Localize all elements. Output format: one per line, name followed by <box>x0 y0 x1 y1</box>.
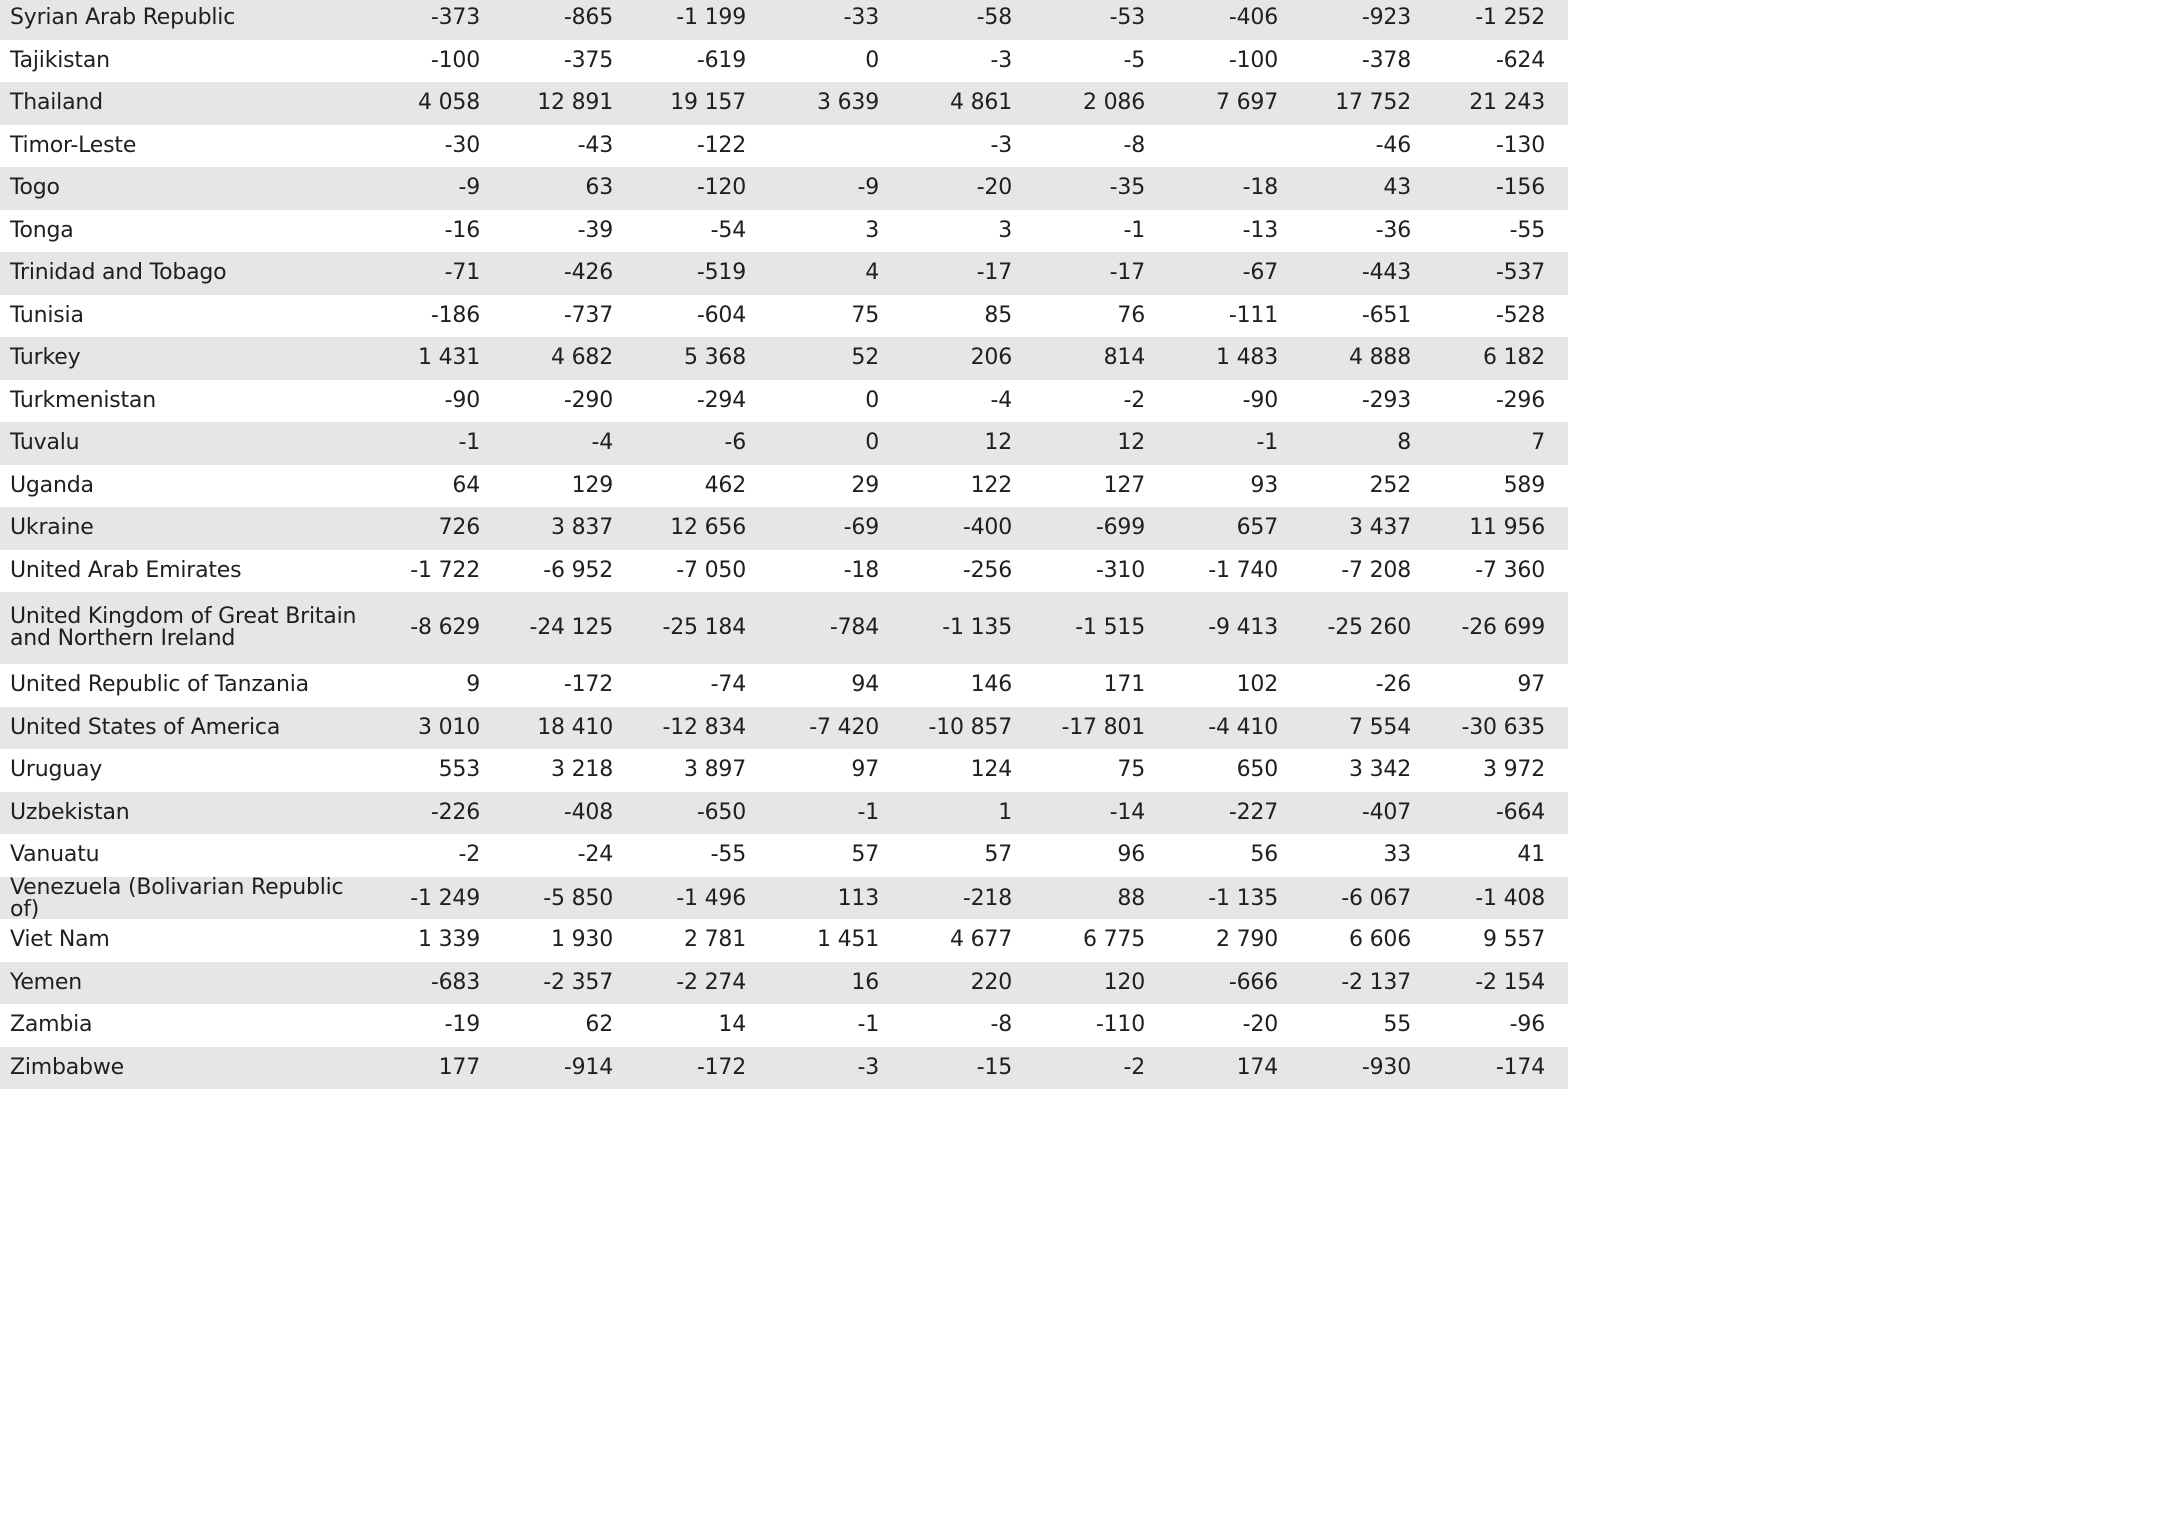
table-row <box>0 592 1568 664</box>
value-cell: 2 781 <box>684 927 746 953</box>
value-cell: -35 <box>1109 175 1145 201</box>
value-cell: -90 <box>444 387 480 413</box>
value-cell: -7 208 <box>1341 557 1411 583</box>
value-cell: -55 <box>1509 217 1545 243</box>
value-cell: -100 <box>1228 47 1278 73</box>
value-cell: 14 <box>718 1012 746 1038</box>
value-cell: 4 682 <box>551 345 613 371</box>
value-cell: 64 <box>452 472 480 498</box>
value-cell: -43 <box>577 132 613 158</box>
value-cell: -7 420 <box>809 714 879 740</box>
value-cell: -30 <box>444 132 480 158</box>
value-cell: 75 <box>851 302 879 328</box>
value-cell: -17 <box>976 260 1012 286</box>
value-cell: -15 <box>976 1054 1012 1080</box>
value-cell: -2 <box>1123 387 1145 413</box>
value-cell: -74 <box>710 672 746 698</box>
value-cell: -2 <box>458 842 480 868</box>
value-cell: -7 360 <box>1475 557 1545 583</box>
value-cell: 124 <box>970 757 1012 783</box>
value-cell: 171 <box>1103 672 1145 698</box>
value-cell: 174 <box>1236 1054 1278 1080</box>
value-cell: -1 135 <box>1208 885 1278 911</box>
value-cell: -408 <box>563 799 613 825</box>
value-cell: -1 722 <box>410 557 480 583</box>
value-cell: 1 431 <box>418 345 480 371</box>
value-cell: 57 <box>851 842 879 868</box>
value-cell: -130 <box>1495 132 1545 158</box>
value-cell: -71 <box>444 260 480 286</box>
value-cell: 3 972 <box>1483 757 1545 783</box>
value-cell: -784 <box>829 615 879 640</box>
value-cell: 33 <box>1383 842 1411 868</box>
value-cell: 1 <box>998 799 1012 825</box>
value-cell: -19 <box>444 1012 480 1038</box>
value-cell: -67 <box>1242 260 1278 286</box>
value-cell: -426 <box>563 260 613 286</box>
value-cell: -400 <box>962 515 1012 541</box>
value-cell: 8 <box>1397 430 1411 456</box>
country-name-cell: Tunisia <box>10 302 84 328</box>
value-cell: -1 <box>458 430 480 456</box>
value-cell: 206 <box>970 345 1012 371</box>
value-cell: 4 861 <box>950 90 1012 116</box>
value-cell: 18 410 <box>537 714 613 740</box>
value-cell: 6 775 <box>1083 927 1145 953</box>
value-cell: -4 <box>591 430 613 456</box>
value-cell: 3 437 <box>1349 515 1411 541</box>
value-cell: 3 897 <box>684 757 746 783</box>
value-cell: -373 <box>430 5 480 31</box>
value-cell: -1 515 <box>1075 615 1145 640</box>
value-cell: 3 010 <box>418 714 480 740</box>
value-cell: -172 <box>696 1054 746 1080</box>
value-cell: -407 <box>1361 799 1411 825</box>
value-cell: 56 <box>1250 842 1278 868</box>
value-cell: 6 182 <box>1483 345 1545 371</box>
value-cell: -3 <box>990 47 1012 73</box>
value-cell: -528 <box>1495 302 1545 328</box>
value-cell: 9 557 <box>1483 927 1545 953</box>
value-cell: -519 <box>696 260 746 286</box>
value-cell: -17 <box>1109 260 1145 286</box>
value-cell: -26 <box>1375 672 1411 698</box>
value-cell: 7 554 <box>1349 714 1411 740</box>
country-name-cell: United States of America <box>10 714 281 740</box>
country-name-cell: Turkmenistan <box>10 387 156 413</box>
value-cell: -5 <box>1123 47 1145 73</box>
value-cell: -256 <box>962 557 1012 583</box>
value-cell: -12 834 <box>662 714 746 740</box>
value-cell: -100 <box>430 47 480 73</box>
value-cell: 21 243 <box>1469 90 1545 116</box>
value-cell: -58 <box>976 5 1012 31</box>
value-cell: -406 <box>1228 5 1278 31</box>
value-cell: 12 656 <box>670 515 746 541</box>
value-cell: 220 <box>970 969 1012 995</box>
value-cell: -96 <box>1509 1012 1545 1038</box>
country-name-cell: Thailand <box>10 90 103 116</box>
value-cell: -186 <box>430 302 480 328</box>
country-name-cell: Syrian Arab Republic <box>10 5 236 31</box>
value-cell: 814 <box>1103 345 1145 371</box>
value-cell: 726 <box>438 515 480 541</box>
table-row <box>0 465 1568 508</box>
value-cell: -930 <box>1361 1054 1411 1080</box>
value-cell: 63 <box>585 175 613 201</box>
value-cell: -650 <box>696 799 746 825</box>
value-cell: 2 086 <box>1083 90 1145 116</box>
value-cell: -5 850 <box>543 885 613 911</box>
value-cell: 3 <box>998 217 1012 243</box>
table-row <box>0 82 1568 125</box>
value-cell: 43 <box>1383 175 1411 201</box>
country-name-cell: Tajikistan <box>10 47 110 73</box>
country-name-cell: Timor-Leste <box>10 132 137 158</box>
value-cell: 4 888 <box>1349 345 1411 371</box>
value-cell: 3 218 <box>551 757 613 783</box>
value-cell: -24 125 <box>529 615 613 640</box>
value-cell: -923 <box>1361 5 1411 31</box>
country-name-cell: Tonga <box>10 217 74 243</box>
value-cell: -6 952 <box>543 557 613 583</box>
value-cell: -443 <box>1361 260 1411 286</box>
table-row <box>0 1004 1568 1047</box>
value-cell: 19 157 <box>670 90 746 116</box>
value-cell: -172 <box>563 672 613 698</box>
value-cell: -294 <box>696 387 746 413</box>
value-cell: 12 891 <box>537 90 613 116</box>
value-cell: -683 <box>430 969 480 995</box>
value-cell: -1 496 <box>676 885 746 911</box>
value-cell: -9 <box>458 175 480 201</box>
value-cell: 0 <box>865 387 879 413</box>
value-cell: -10 857 <box>928 714 1012 740</box>
value-cell: -537 <box>1495 260 1545 286</box>
value-cell: -664 <box>1495 799 1545 825</box>
value-cell: -17 801 <box>1061 714 1145 740</box>
value-cell: -14 <box>1109 799 1145 825</box>
value-cell: -20 <box>1242 1012 1278 1038</box>
value-cell: 1 451 <box>817 927 879 953</box>
country-name-cell: Ukraine <box>10 515 94 541</box>
value-cell: 29 <box>851 472 879 498</box>
table-row <box>0 874 1568 922</box>
value-cell: 1 930 <box>551 927 613 953</box>
country-name-cell: Turkey <box>10 345 81 371</box>
table-row <box>0 962 1568 1005</box>
value-cell: 102 <box>1236 672 1278 698</box>
value-cell: 1 339 <box>418 927 480 953</box>
table-row <box>0 1047 1568 1090</box>
value-cell: 113 <box>837 885 879 911</box>
value-cell: -3 <box>990 132 1012 158</box>
value-cell: -69 <box>843 515 879 541</box>
country-name-cell: Uzbekistan <box>10 799 130 825</box>
value-cell: -55 <box>710 842 746 868</box>
table-row <box>0 167 1568 210</box>
value-cell: -2 154 <box>1475 969 1545 995</box>
value-cell: 4 677 <box>950 927 1012 953</box>
value-cell: 52 <box>851 345 879 371</box>
value-cell: -290 <box>563 387 613 413</box>
table-row <box>0 792 1568 835</box>
value-cell: -699 <box>1095 515 1145 541</box>
value-cell: 62 <box>585 1012 613 1038</box>
value-cell: -1 408 <box>1475 885 1545 911</box>
value-cell: 589 <box>1503 472 1545 498</box>
value-cell: -1 135 <box>942 615 1012 640</box>
value-cell: -737 <box>563 302 613 328</box>
value-cell: -7 050 <box>676 557 746 583</box>
value-cell: -914 <box>563 1054 613 1080</box>
value-cell: 12 <box>1117 430 1145 456</box>
value-cell: -226 <box>430 799 480 825</box>
country-name-cell: Vanuatu <box>10 842 100 868</box>
value-cell: 177 <box>438 1054 480 1080</box>
value-cell: 57 <box>984 842 1012 868</box>
value-cell: -120 <box>696 175 746 201</box>
table-row <box>0 919 1568 962</box>
value-cell: 97 <box>851 757 879 783</box>
value-cell: -24 <box>577 842 613 868</box>
value-cell: 16 <box>851 969 879 995</box>
value-cell: 76 <box>1117 302 1145 328</box>
value-cell: 7 <box>1531 430 1545 456</box>
value-cell: -18 <box>1242 175 1278 201</box>
value-cell: 11 956 <box>1469 515 1545 541</box>
country-name-cell: Trinidad and Tobago <box>10 260 227 286</box>
value-cell: -1 740 <box>1208 557 1278 583</box>
value-cell: -53 <box>1109 5 1145 31</box>
value-cell: 5 368 <box>684 345 746 371</box>
value-cell: -218 <box>962 885 1012 911</box>
value-cell: -293 <box>1361 387 1411 413</box>
value-cell: -6 067 <box>1341 885 1411 911</box>
value-cell: -227 <box>1228 799 1278 825</box>
value-cell: 97 <box>1517 672 1545 698</box>
value-cell: 252 <box>1369 472 1411 498</box>
value-cell: -33 <box>843 5 879 31</box>
value-cell: -4 <box>990 387 1012 413</box>
table-row <box>0 749 1568 792</box>
value-cell: -8 <box>1123 132 1145 158</box>
value-cell: -6 <box>724 430 746 456</box>
value-cell: -865 <box>563 5 613 31</box>
value-cell: 88 <box>1117 885 1145 911</box>
table-row <box>0 40 1568 83</box>
value-cell: -2 357 <box>543 969 613 995</box>
value-cell: 553 <box>438 757 480 783</box>
table-row <box>0 125 1568 168</box>
country-name-cell: United Arab Emirates <box>10 557 242 583</box>
value-cell: -2 137 <box>1341 969 1411 995</box>
value-cell: 93 <box>1250 472 1278 498</box>
value-cell: 122 <box>970 472 1012 498</box>
country-name-cell: United Republic of Tanzania <box>10 672 309 698</box>
table-row <box>0 507 1568 550</box>
country-name-cell: Viet Nam <box>10 927 110 953</box>
value-cell: -26 699 <box>1461 615 1545 640</box>
value-cell: -8 629 <box>410 615 480 640</box>
value-cell: 2 790 <box>1216 927 1278 953</box>
country-name-cell: Zambia <box>10 1012 93 1038</box>
value-cell: -624 <box>1495 47 1545 73</box>
country-name-cell: Uruguay <box>10 757 103 783</box>
value-cell: -36 <box>1375 217 1411 243</box>
value-cell: -122 <box>696 132 746 158</box>
value-cell: 4 058 <box>418 90 480 116</box>
table-row <box>0 550 1568 593</box>
value-cell: -156 <box>1495 175 1545 201</box>
table-row <box>0 834 1568 877</box>
country-name-cell: Uganda <box>10 472 94 498</box>
value-cell: -9 <box>857 175 879 201</box>
table-row <box>0 422 1568 465</box>
value-cell: -1 199 <box>676 5 746 31</box>
value-cell: 41 <box>1517 842 1545 868</box>
value-cell: -1 <box>1123 217 1145 243</box>
value-cell: 4 <box>865 260 879 286</box>
table-row <box>0 707 1568 750</box>
value-cell: 96 <box>1117 842 1145 868</box>
table-row <box>0 252 1568 295</box>
value-cell: 3 639 <box>817 90 879 116</box>
table-row <box>0 210 1568 253</box>
value-cell: 0 <box>865 430 879 456</box>
value-cell: 3 <box>865 217 879 243</box>
value-cell: 7 697 <box>1216 90 1278 116</box>
value-cell: -1 252 <box>1475 5 1545 31</box>
value-cell: -1 <box>857 799 879 825</box>
country-name-cell: Venezuela (Bolivarian Republic of) <box>10 874 344 922</box>
value-cell: -8 <box>990 1012 1012 1038</box>
value-cell: -25 260 <box>1327 615 1411 640</box>
country-name-cell: Tuvalu <box>10 430 80 456</box>
table-row <box>0 337 1568 380</box>
table-row <box>0 0 1568 40</box>
table-row <box>0 295 1568 338</box>
value-cell: -4 410 <box>1208 714 1278 740</box>
value-cell: 0 <box>865 47 879 73</box>
country-name-cell: Yemen <box>10 969 82 995</box>
value-cell: -46 <box>1375 132 1411 158</box>
value-cell: 17 752 <box>1335 90 1411 116</box>
value-cell: -13 <box>1242 217 1278 243</box>
value-cell: -18 <box>843 557 879 583</box>
value-cell: 120 <box>1103 969 1145 995</box>
value-cell: 3 342 <box>1349 757 1411 783</box>
country-name-cell: United Kingdom of Great Britain and Northern Ireland <box>10 604 357 651</box>
table-row <box>0 664 1568 707</box>
country-name-cell: Zimbabwe <box>10 1054 124 1080</box>
value-cell: 9 <box>466 672 480 698</box>
value-cell: -25 184 <box>662 615 746 640</box>
value-cell: -20 <box>976 175 1012 201</box>
value-cell: -2 274 <box>676 969 746 995</box>
value-cell: 1 483 <box>1216 345 1278 371</box>
value-cell: -666 <box>1228 969 1278 995</box>
value-cell: 462 <box>704 472 746 498</box>
value-cell: -174 <box>1495 1054 1545 1080</box>
value-cell: -604 <box>696 302 746 328</box>
value-cell: 146 <box>970 672 1012 698</box>
value-cell: -90 <box>1242 387 1278 413</box>
table-row <box>0 380 1568 423</box>
value-cell: -651 <box>1361 302 1411 328</box>
value-cell: -3 <box>857 1054 879 1080</box>
value-cell: -619 <box>696 47 746 73</box>
value-cell: -110 <box>1095 1012 1145 1038</box>
value-cell: -39 <box>577 217 613 243</box>
value-cell: 657 <box>1236 515 1278 541</box>
value-cell: -54 <box>710 217 746 243</box>
value-cell: -1 <box>1256 430 1278 456</box>
value-cell: 129 <box>571 472 613 498</box>
country-name-cell: Togo <box>10 175 60 201</box>
value-cell: -16 <box>444 217 480 243</box>
value-cell: -375 <box>563 47 613 73</box>
value-cell: -296 <box>1495 387 1545 413</box>
value-cell: 85 <box>984 302 1012 328</box>
value-cell: 55 <box>1383 1012 1411 1038</box>
value-cell: -30 635 <box>1461 714 1545 740</box>
value-cell: 6 606 <box>1349 927 1411 953</box>
value-cell: 127 <box>1103 472 1145 498</box>
value-cell: -1 249 <box>410 885 480 911</box>
value-cell: -378 <box>1361 47 1411 73</box>
value-cell: 94 <box>851 672 879 698</box>
value-cell: -9 413 <box>1208 615 1278 640</box>
value-cell: 3 837 <box>551 515 613 541</box>
value-cell: 650 <box>1236 757 1278 783</box>
value-cell: 12 <box>984 430 1012 456</box>
value-cell: 75 <box>1117 757 1145 783</box>
value-cell: -310 <box>1095 557 1145 583</box>
value-cell: -111 <box>1228 302 1278 328</box>
value-cell: -2 <box>1123 1054 1145 1080</box>
value-cell: -1 <box>857 1012 879 1038</box>
